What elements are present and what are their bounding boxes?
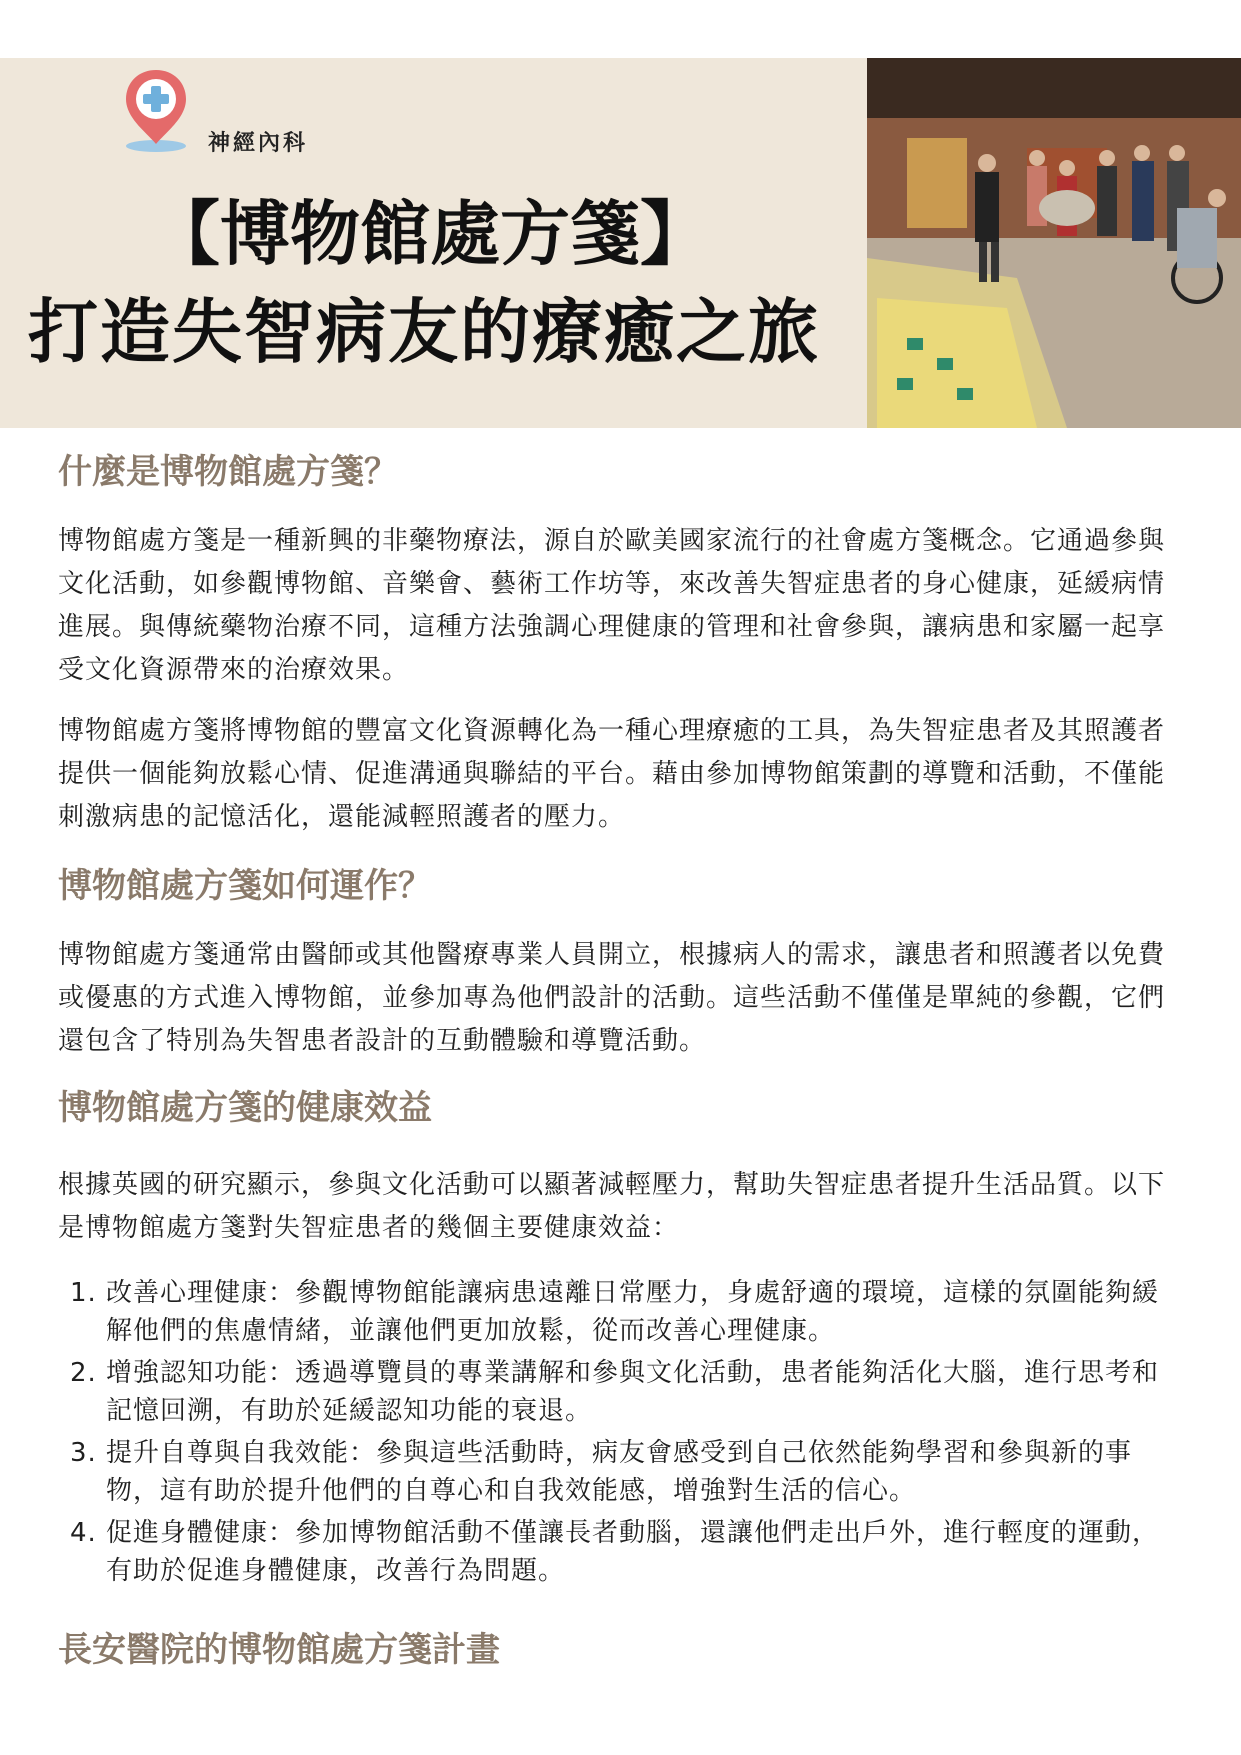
list-item — [70, 1274, 1168, 1350]
list-text: 提升自尊與自我效能：參與這些活動時，病友會感受到自己依然能夠學習和參與新的事物，這有助於提升他們的自尊心和自我效能感，增強對生活的信心。 — [106, 1438, 1133, 1506]
list-number: 4. — [70, 1518, 97, 1548]
list-number: 1. — [70, 1278, 97, 1308]
page-title-line2: 打造失智病友的療癒之旅 — [28, 291, 820, 373]
section-heading-benefits: 博物館處方箋的健康效益 — [58, 1088, 432, 1128]
list-item — [70, 1434, 1168, 1510]
section-paragraph: 博物館處方箋通常由醫師或其他醫療專業人員開立，根據病人的需求，讓患者和照護者以免費或優惠的方式進入博物館，並參加專為他們設計的活動。這些活動不僅僅是單純的參觀，它們還包含了特別為失智患者設計的互動體驗和導覽活動。 — [58, 940, 1166, 1056]
benefits-list — [70, 1274, 1168, 1594]
section-paragraph: 根據英國的研究顯示，參與文化活動可以顯著減輕壓力，幫助失智症患者提升生活品質。以下是博物館處方箋對失智症患者的幾個主要健康效益： — [58, 1170, 1166, 1243]
list-text: 改善心理健康：參觀博物館能讓病患遠離日常壓力，身處舒適的環境，這樣的氛圍能夠緩解他們的焦慮情緒，並讓他們更加放鬆，從而改善心理健康。 — [106, 1278, 1160, 1346]
list-text: 促進身體健康：參加博物館活動不僅讓長者動腦，還讓他們走出戶外，進行輕度的運動，有助於促進身體健康，改善行為問題。 — [106, 1518, 1160, 1586]
list-item — [70, 1354, 1168, 1430]
section-paragraph: 博物館處方箋將博物館的豐富文化資源轉化為一種心理療癒的工具，為失智症患者及其照護者提供一個能夠放鬆心情、促進溝通與聯結的平台。藉由參加博物館策劃的導覽和活動，不僅能刺激病患的記憶活化，還能減輕照護者的壓力。 — [58, 716, 1166, 832]
museum-tour-photo — [867, 58, 1241, 428]
department-name: 神經內科 — [208, 131, 309, 156]
museum-photo-illustration — [867, 58, 1241, 428]
header-banner — [0, 58, 1241, 428]
department-brand — [120, 66, 420, 156]
section-heading-how: 博物館處方箋如何運作？ — [58, 866, 432, 906]
section-heading-what: 什麼是博物館處方箋？ — [58, 452, 398, 492]
list-number: 2. — [70, 1358, 97, 1388]
section-paragraph: 博物館處方箋是一種新興的非藥物療法，源自於歐美國家流行的社會處方箋概念。它通過參與文化活動，如參觀博物館、音樂會、藝術工作坊等，來改善失智症患者的身心健康，延緩病情進展。與傳統藥物治療不同，這種方法強調心理健康的管理和社會參與，讓病患和家屬一起享受文化資源帶來的治療效果。 — [58, 526, 1166, 685]
list-item — [70, 1514, 1168, 1590]
list-number: 3. — [70, 1438, 97, 1468]
section-heading-program: 長安醫院的博物館處方箋計畫 — [58, 1630, 500, 1670]
hospital-pin-icon — [120, 66, 192, 156]
list-text: 增強認知功能：透過導覽員的專業講解和參與文化活動，患者能夠活化大腦，進行思考和記憶回溯，有助於延緩認知功能的衰退。 — [106, 1358, 1160, 1426]
page-title-line1: 【博物館處方箋】 — [150, 193, 710, 275]
